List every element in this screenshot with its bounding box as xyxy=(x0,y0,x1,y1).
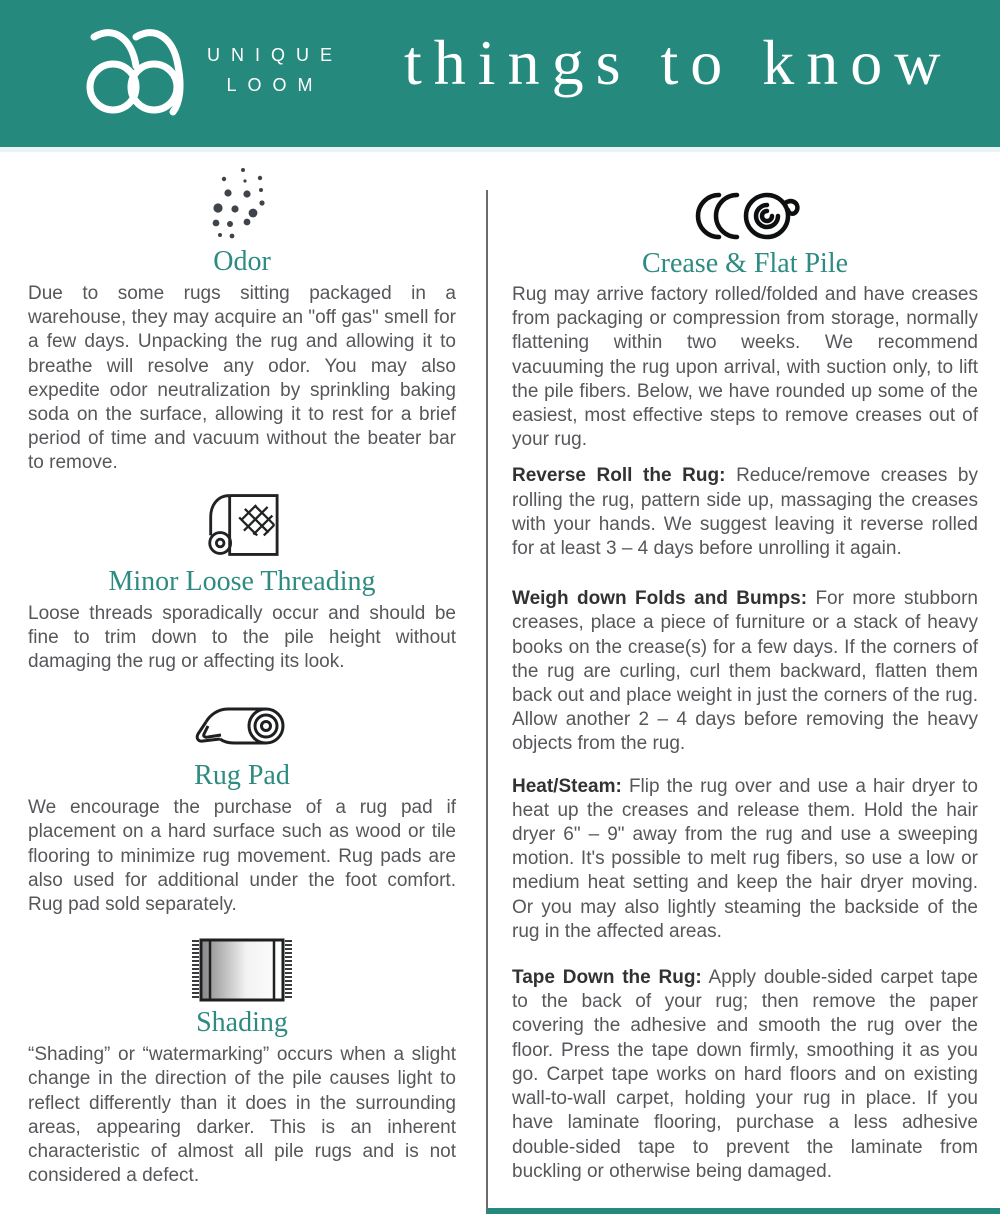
section-rug-pad xyxy=(28,698,456,917)
rug-pad-roll-icon xyxy=(28,698,456,754)
column-divider xyxy=(486,190,488,1214)
tip-reverse-roll xyxy=(512,464,978,561)
section-intro: Rug may arrive factory rolled/folded and have creases from packaging or compression from storage, normally flattening within two weeks. We recommend vacuuming the rug upon arrival, with suction only, to lift the pile fibers. Below, we have rounded up some of the easiest, most effective steps to remove creases out of your rug. xyxy=(512,284,978,451)
section-title: Odor xyxy=(213,246,271,277)
section-crease-flat-pile xyxy=(512,190,978,1184)
tip-tape-down xyxy=(512,966,978,1184)
tip-heat-steam xyxy=(512,775,978,944)
section-body: Loose threads sporadically occur and should be fine to trim down to the pile height without damaging the rug or affecting its look. xyxy=(28,602,456,673)
brand-line2: LOOM xyxy=(226,75,324,95)
tip-weigh-down xyxy=(512,587,978,756)
tip-text: Flip the rug over and use a hair dryer to heat up the creases and release them. Hold the hair dryer 6" – 9" away from the rug and use a sweeping motion. It's possible to melt rug fibers, so use a low or medium heat setting and keep the hair dryer moving. Or you may also lightly steaming the backside of the rug in the affected areas. xyxy=(512,775,978,942)
left-column xyxy=(28,152,456,1188)
tip-text: For more stubborn creases, place a piece of furniture or a stack of heavy books on the crease(s) for a few days. If the corners of the rug are curling, curl them backward, flatten them back out and place weight in just the corners of the rug. Allow another 2 – 4 days before removing the heavy objects from the rug. xyxy=(512,588,978,755)
tip-text: Reduce/remove creases by rolling the rug, pattern side up, massaging the creases with your hands. We suggest leaving it reverse rolled for at least 3 – 4 days before unrolling it again. xyxy=(512,465,979,560)
section-odor xyxy=(28,166,456,476)
tip-label: Tape Down the Rug: xyxy=(512,967,702,989)
tip-label: Reverse Roll the Rug: xyxy=(512,465,726,487)
tip-label: Weigh down Folds and Bumps: xyxy=(512,588,808,610)
section-body: Due to some rugs sitting packaged in a warehouse, they may acquire an "off gas" smell for a few days. Unpacking the rug and allowing it to breathe will resolve any odor. You may also expedite odor neutralization by sprinkling baking soda on the surface, allowing it to rest for a brief period of time and vacuum without the beater bar to remove. xyxy=(28,283,456,474)
section-title: Shading xyxy=(196,1007,288,1039)
unique-loom-logo-icon xyxy=(84,24,196,121)
right-column xyxy=(512,152,978,1184)
section-title: Minor Loose Threading xyxy=(108,565,376,597)
brand-line1: UNIQUE xyxy=(206,45,343,65)
section-body: “Shading” or “watermarking” occurs when a slight change in the direction of the pile causes light to reflect differently than it does in the surrounding areas, appearing darker. This is an inherent characteristic of almost all pile rugs and is not considered a defect. xyxy=(28,1044,456,1187)
tip-text: Apply double-sided carpet tape to the back of your rug; then remove the paper covering the adhesive and smooth the rug over the floor. Press the tape down firmly, smoothing it as you go. Carpet tape works on hard floors and on existing wall-to-wall carpet, holding your rug in place. If you have laminate flooring, purchase a less adhesive double-sided tape to prevent the laminate from buckling or otherwise being damaged. xyxy=(512,967,978,1182)
section-minor-loose-threading xyxy=(28,488,456,675)
bottom-accent-bar xyxy=(487,1208,1000,1214)
shaded-rug-icon xyxy=(28,937,456,1003)
rolled-rug-side-icon xyxy=(512,190,978,242)
header xyxy=(0,0,1000,152)
section-title: Crease & Flat Pile xyxy=(641,248,849,279)
section-title: Rug Pad xyxy=(194,760,290,792)
brand-name xyxy=(196,40,354,100)
odor-specks-icon xyxy=(28,166,456,242)
page-title: things to know xyxy=(404,27,953,98)
tip-label: Heat/Steam: xyxy=(512,775,622,797)
section-body: We encourage the purchase of a rug pad if placement on a hard surface such as wood or tile flooring to minimize rug movement. Rug pads are also used for additional under the foot comfort. Rug pad sold separately. xyxy=(28,797,456,916)
rolled-rug-corner-icon xyxy=(28,488,456,562)
section-shading xyxy=(28,937,456,1188)
